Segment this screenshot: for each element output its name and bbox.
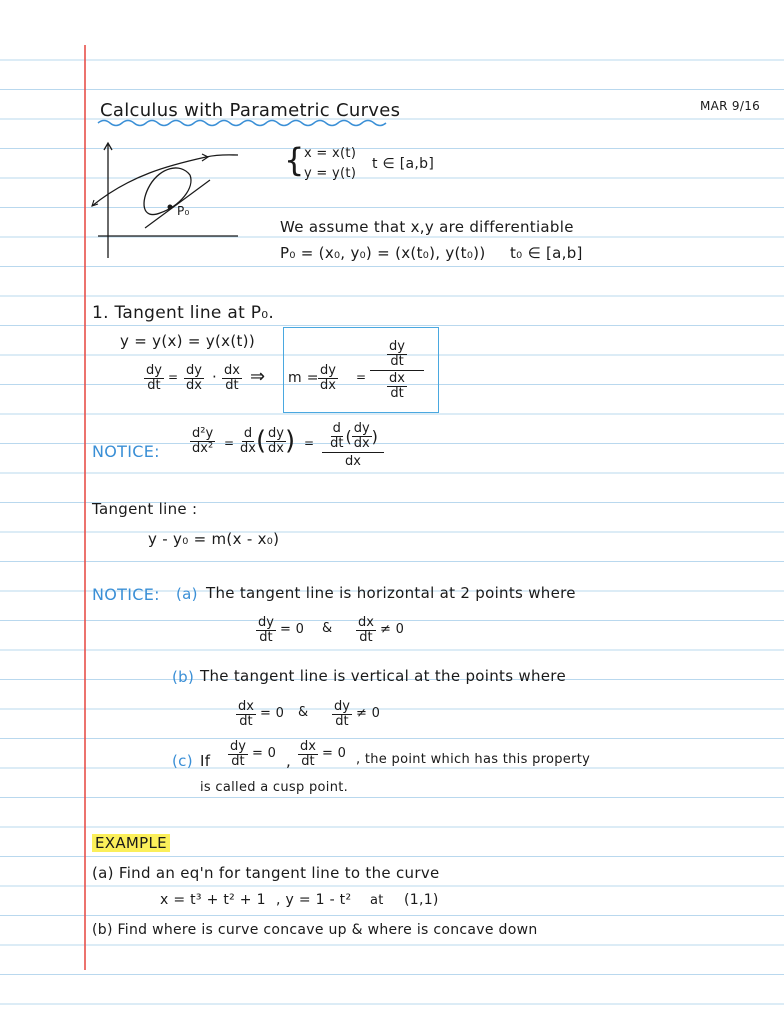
equals-sign: = (168, 370, 179, 384)
frac-d2y-dx2: $\frac{\text{d²y}}{\text{dx²}}$ (192, 426, 214, 456)
frac-a-dy-dt: $\frac{dy}{dt}$ (258, 615, 274, 645)
b-ampersand: & (298, 705, 309, 720)
chain-rule-substitution: y = y(x) = y(x(t)) (120, 332, 255, 350)
frac-inner-dy-dx: $\frac{dy}{dx}$ (268, 426, 284, 456)
frac-b-dx-dt: $\frac{dx}{dt}$ (238, 699, 254, 729)
system-brace: { (284, 141, 305, 179)
frac-a-dx-dt: $\frac{dx}{dt}$ (358, 615, 374, 645)
notice-c-tag: (c) (172, 752, 193, 770)
tangent-line-label: Tangent line : (92, 500, 198, 518)
b-neq-zero: ≠ 0 (356, 706, 381, 721)
notice-label-2: NOTICE: (92, 585, 160, 604)
example-b-text: (b) Find where is curve concave up & where is concave down (92, 922, 538, 938)
a-eq-zero: = 0 (280, 622, 305, 637)
frac-slope-dx-dt: $\frac{dx}{dt}$ (389, 371, 405, 401)
notice-c-if: If (200, 752, 211, 770)
second-derivative-bar (322, 452, 384, 453)
point-domain: t₀ ∈ [a,b] (510, 244, 583, 262)
paren-close: ) (285, 426, 296, 456)
times-dot: · (212, 368, 218, 386)
second-derivative-fraction (322, 422, 384, 469)
example-label (92, 834, 170, 852)
frac-b-dy-dt: $\frac{dy}{dt}$ (334, 699, 350, 729)
example-point: (1,1) (404, 892, 439, 908)
example-at: at (370, 893, 384, 908)
title-underline (96, 118, 392, 128)
param-domain: t ∈ [a,b] (372, 156, 435, 172)
implies-arrow: ⇒ (250, 366, 266, 387)
notice1-equals: = (224, 436, 235, 450)
slope-m-label: m = (288, 370, 319, 386)
point-p0-label: P₀ (177, 204, 190, 218)
frac-d-dx: $\frac{d}{dx}$ (240, 426, 256, 456)
frac-dy-dx: $\frac{dy}{dx}$ (186, 363, 202, 393)
notice-label-1: NOTICE: (92, 442, 160, 461)
notice1-equals-2: = (304, 436, 315, 450)
param-x: x = x(t) (304, 146, 357, 161)
c-eq-zero-2: = 0 (322, 746, 347, 761)
frac-c-dx-dt: $\frac{dx}{dt}$ (300, 739, 316, 769)
notice-c-text-2: is called a cusp point. (200, 780, 349, 795)
date-label: MAR 9/16 (700, 99, 761, 113)
slope-big-fraction (370, 340, 424, 401)
slope-equals: = (356, 370, 367, 384)
num-paren-close: ) (371, 427, 378, 446)
frac-dx-dt: $\frac{dx}{dt}$ (224, 363, 240, 393)
tangent-line-equation: y - y₀ = m(x - x₀) (148, 530, 280, 548)
assumption-text: We assume that x,y are differentiable (280, 218, 574, 236)
notice-b-tag: (b) (172, 668, 195, 686)
frac-d-dt: $\frac{d}{dt}$ (330, 421, 344, 451)
example-curve-x: x = t³ + t² + 1 (160, 892, 266, 908)
paren-open: ( (256, 426, 267, 456)
page-title: Calculus with Parametric Curves (100, 100, 401, 121)
frac-c-dy-dt: $\frac{dy}{dt}$ (230, 739, 246, 769)
c-comma: , (286, 752, 292, 770)
curve-sketch (90, 140, 250, 265)
frac-slope-dy-dx: $\frac{dy}{dx}$ (320, 363, 336, 393)
b-eq-zero: = 0 (260, 706, 285, 721)
frac-slope-dy-dt: $\frac{dy}{dt}$ (389, 339, 405, 369)
point-definition: P₀ = (x₀, y₀) = (x(t₀), y(t₀)) (280, 244, 486, 262)
example-highlight: EXAMPLE (92, 834, 170, 852)
notice-a-tag: (a) (176, 585, 198, 603)
frac-num-dy-dx: $\frac{dy}{dx}$ (353, 421, 370, 451)
notice-b-text: The tangent line is vertical at the points where (200, 667, 566, 685)
second-derivative-numerator (328, 422, 378, 451)
num-paren-open: ( (345, 427, 352, 446)
example-curve-y: , y = 1 - t² (276, 892, 352, 908)
section-heading-tangent: 1. Tangent line at P₀. (92, 303, 275, 323)
a-ampersand: & (322, 621, 333, 636)
frac-dy-dt: $\frac{dy}{dt}$ (146, 363, 162, 393)
notice-a-text: The tangent line is horizontal at 2 points where (206, 584, 576, 602)
a-neq-zero: ≠ 0 (380, 622, 405, 637)
notice-c-text: , the point which has this property (356, 752, 591, 767)
second-derivative-denominator: dx (345, 454, 361, 469)
param-y: y = y(t) (304, 166, 357, 181)
c-eq-zero-1: = 0 (252, 746, 277, 761)
example-a-text: (a) Find an eq'n for tangent line to the curve (92, 864, 440, 882)
